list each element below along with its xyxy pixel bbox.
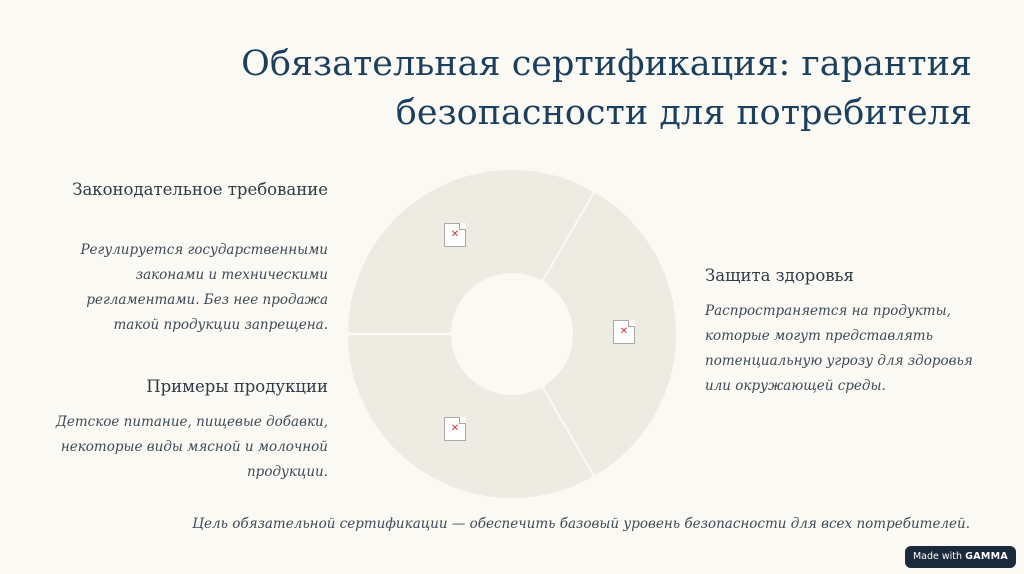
gamma-logo: GAMMA [965,551,1009,562]
page-title: Обязательная сертификация: гарантия безопасности для потребителя [241,44,972,133]
heading-health-protection: Защита здоровья [705,266,854,285]
text-legal-requirement: Регулируется государственными законами и техническими регламентами. Без нее продажа такой продукции запрещена. [80,242,328,333]
heading-legal-requirement: Законодательное требование [72,180,328,199]
text-product-examples: Детское питание, пищевые добавки, некоторые виды мясной и молочной продукции. [55,414,328,480]
broken-image-icon: ✕ [613,320,635,344]
ring-segment-bottom-left [351,338,589,495]
footer-note: Цель обязательной сертификации — обеспечить базовый уровень безопасности для всех потребителей. [192,516,970,532]
badge-prefix: Made with [912,551,963,562]
broken-image-icon: ✕ [444,223,466,247]
heading-product-examples: Примеры продукции [146,377,328,396]
broken-image-icon: ✕ [444,417,466,441]
text-health-protection: Распространяется на продукты, которые могут представлять потенциальную угрозу для здоровья или окружающей среды. [705,303,973,394]
made-with-gamma-badge[interactable] [905,546,1016,568]
ring-segment-top-left [351,173,589,330]
